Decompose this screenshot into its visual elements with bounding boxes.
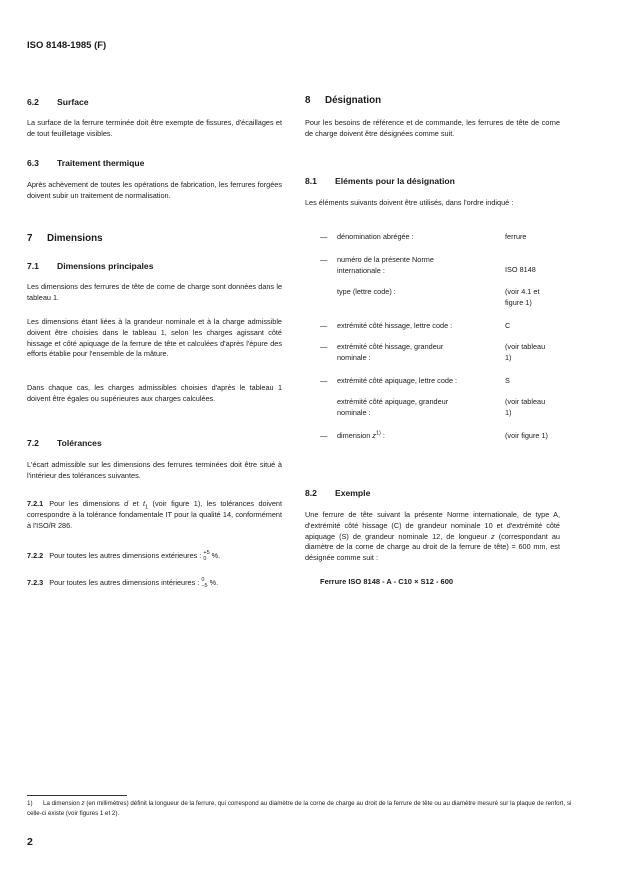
page-number: 2 [27, 836, 33, 848]
tolerance-exterior: +5 0 [203, 550, 210, 562]
section-8-1-heading: 8.1 Eléments pour la désignation [305, 176, 455, 186]
section-8-heading: 8 Désignation [305, 95, 382, 106]
section-7-2-1-text: 7.2.1 Pour les dimensions d et $t_1$ (voir figure 1), les tolérances doivent correspondre à la tolérance fondamentale IT pour la qualité 14, conformément à l'ISO/R 286. [27, 499, 282, 530]
section-6-3-heading: 6.3 Traitement thermique [27, 158, 145, 168]
document-header: ISO 8148-1985 (F) [27, 40, 107, 51]
designation-item: type (lettre code) : (voir 4.1 et figure 1) [337, 287, 540, 307]
tolerance-interior: 0 −5 [201, 577, 208, 589]
designation-item: — numéro de la présente Norme internationale : ISO 8148 [320, 255, 536, 275]
footnote-rule [27, 795, 127, 796]
section-7-2-text: L'écart admissible sur les dimensions des ferrures terminées doit être situé à l'intérieur des tolérances suivantes. [27, 460, 282, 480]
footnote: 1) La dimension z (en millimètres) définit la longueur de la ferrure, qui correspond au diamètre de la corne de charge au droit de la ferrure de tête ou au diamètre mesuré sur la plaque de renfort, si celle-ci existe (voir figures 1 et 2). [27, 800, 572, 817]
section-7-2-heading: 7.2 Tolérances [27, 438, 102, 448]
section-7-heading: 7 Dimensions [27, 233, 103, 244]
designation-item: — extrémité côté hissage, lettre code : C [320, 321, 511, 330]
section-8-1-text: Les éléments suivants doivent être utilisés, dans l'ordre indiqué : [305, 198, 514, 207]
designation-example: Ferrure ISO 8148 - A - C10 × S12 - 600 [320, 577, 454, 586]
section-7-2-3-text: 7.2.3 Pour toutes les autres dimensions intérieures : 0 −5 %. [27, 577, 219, 589]
section-8-2-heading: 8.2 Exemple [305, 488, 371, 498]
designation-item: — extrémité côté hissage, grandeur nominale : (voir tableau 1) [320, 342, 546, 362]
section-6-3-text: Après achèvement de toutes les opérations de fabrication, les ferrures forgées doivent subir un traitement de normalisation. [27, 180, 282, 200]
section-6-2-heading: 6.2 Surface [27, 97, 89, 107]
section-6-2-text: La surface de la ferrure terminée doit être exempte de fissures, d'écaillages et de tout feuilletage visibles. [27, 118, 282, 138]
designation-item: — dénomination abrégée : ferrure [320, 232, 527, 241]
section-7-1-para-3: Dans chaque cas, les charges admissibles choisies d'après le tableau 1 doivent être égales ou supérieures aux charges calculées. [27, 383, 282, 403]
section-8-text: Pour les besoins de référence et de commande, les ferrures de tête de corne de charge doivent être désignées comme suit. [305, 118, 560, 138]
section-8-2-text: Une ferrure de tête suivant la présente Norme internationale, de type A, d'extrémité côté hissage (C) de grandeur nominale 10 et d'extrémité côté apiquage (S) de grandeur nominale 12, de longueur z (correspondant au diamètre de la corne de charge au droit de la ferrure de tête) = 600 mm, est désignée comme suit : [305, 510, 560, 563]
section-7-1-heading: 7.1 Dimensions principales [27, 261, 154, 271]
designation-item: — extrémité côté apiquage, lettre code : S [320, 376, 510, 385]
designation-item: — dimension $z^{1)}$ : (voir figure 1) [320, 430, 548, 440]
section-7-2-2-text: 7.2.2 Pour toutes les autres dimensions extérieures : +5 0 %. [27, 550, 221, 562]
section-7-1-para-1: Les dimensions des ferrures de tête de corne de charge sont données dans le tableau 1. [27, 282, 282, 302]
section-7-1-para-2: Les dimensions étant liées à la grandeur nominale et à la charge admissible doivent être choisies dans le tableau 1, selon les charges agissant côté hissage et côté apiquage de la ferrure de tête et calculées d'après l'épure des efforts établie pour l'ensemble de la mâture. [27, 317, 282, 359]
designation-item: extrémité côté apiquage, grandeur nominale : (voir tableau 1) [337, 397, 546, 417]
